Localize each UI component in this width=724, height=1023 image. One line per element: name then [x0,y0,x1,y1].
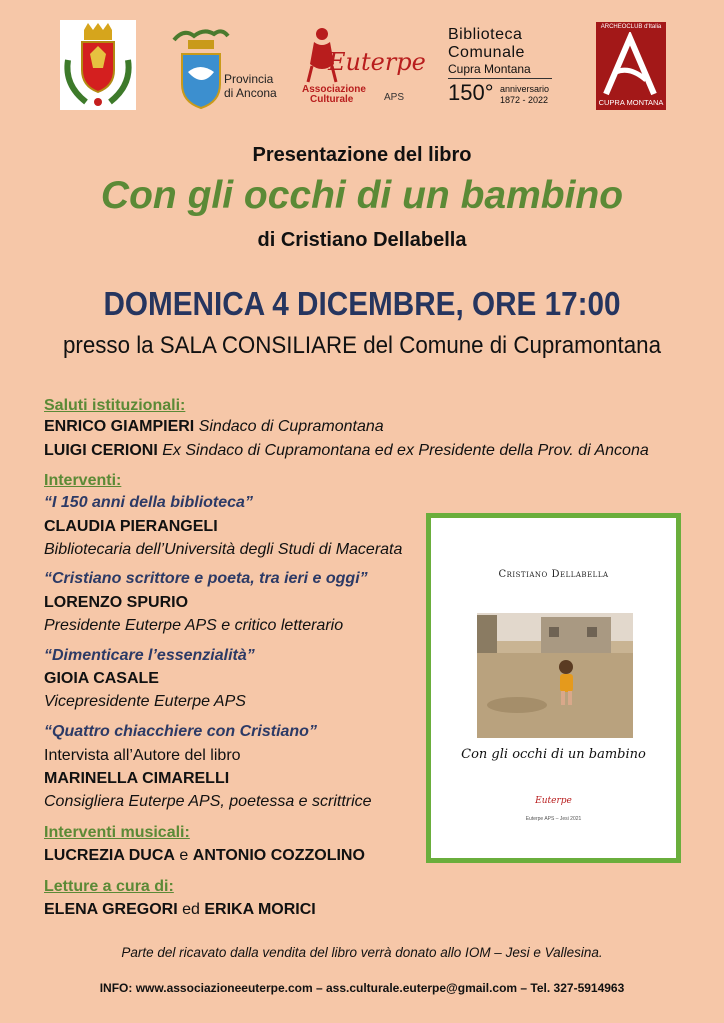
archeoclub-top: ARCHEOCLUB d'Italia [600,24,662,30]
speaker-name: LUIGI CERIONI [44,442,158,459]
footer-note: Parte del ricavato dalla vendita del libro verrà donato allo IOM – Jesi e Vallesina. [121,945,603,960]
euterpe-logo [302,26,426,112]
speaker-role: Ex Sindaco di Cupramontana ed ex Presidente della Prov. di Ancona [162,442,649,459]
intro-text: Presentazione del libro [252,144,472,166]
book-cover [426,513,681,863]
archeoclub-logo [596,22,666,110]
cover-imprint: Euterpe APS – Jesi 2021 [525,816,582,822]
cover-title: Con gli occhi di un bambino [461,747,646,762]
talk-subtitle: Intervista all’Autore del libro [44,747,241,764]
biblioteca-years: 1872 - 2022 [500,95,549,105]
event-date: DOMENICA 4 DICEMBRE, ORE 17:00 [103,285,621,322]
biblioteca-rule [448,78,552,79]
euterpe-sub1: Associazione [302,84,366,95]
cover-author: Cristiano Dellabella [498,569,609,580]
biblioteca-line3: Cupra Montana [448,62,531,76]
euterpe-sub2: Culturale [310,94,354,105]
letture-label: Letture a cura di: [44,878,174,895]
musicali-row [44,847,365,865]
book-title: Con gli occhi di un bambino [100,174,624,217]
speaker-name: MARINELLA CIMARELLI [44,770,230,787]
saluti-row-1 [44,418,384,436]
biblioteca-line1: Biblioteca [448,26,523,43]
speaker-name: CLAUDIA PIERANGELI [44,518,218,535]
joiner: e [179,847,189,864]
comune-crest-logo [60,20,136,110]
speaker-role: Presidente Euterpe APS e critico letterario [44,617,344,634]
performer-name: LUCREZIA DUCA [44,847,175,864]
talk-title: “Cristiano scrittore e poeta, tra ieri e oggi” [44,570,368,587]
event-venue: presso la SALA CONSILIARE del Comune di Cupramontana [63,332,661,359]
interventi-label: Interventi: [44,472,122,489]
euterpe-name: Euterpe [328,48,426,76]
euterpe-aps: APS [384,92,405,103]
biblioteca-logo [446,26,556,112]
biblioteca-anniversario: anniversario [500,84,550,94]
provincia-label-line1: Provincia [224,72,274,86]
musicali-label: Interventi musicali: [44,824,190,841]
reader-name: ERIKA MORICI [204,901,316,918]
letture-row [44,901,316,919]
logo-bar [0,20,724,115]
speaker-role: Consigliera Euterpe APS, poetessa e scrittrice [44,793,372,810]
provincia-label-line2: di Ancona [224,86,277,100]
performer-name: ANTONIO COZZOLINO [192,847,365,864]
cover-photo [477,613,633,738]
footer-info: INFO: www.associazioneeuterpe.com – ass.culturale.euterpe@gmail.com – Tel. 327-5914963 [99,981,625,995]
talk-title: “Dimenticare l’essenzialità” [44,647,255,664]
speaker-role: Vicepresidente Euterpe APS [44,693,246,710]
speaker-name: GIOIA CASALE [44,670,159,687]
speaker-role: Sindaco di Cupramontana [198,418,384,435]
cover-publisher-logo: Euterpe [535,796,572,806]
speaker-name: LORENZO SPURIO [44,594,189,611]
talk-title: “Quattro chiacchiere con Cristiano” [44,723,317,740]
archeoclub-bottom: CUPRA MONTANA [598,98,664,107]
reader-name: ELENA GREGORI [44,901,178,918]
author-line: di Cristiano Dellabella [257,229,467,251]
biblioteca-line2: Comunale [448,44,525,61]
speaker-name: ENRICO GIAMPIERI [44,418,195,435]
biblioteca-150: 150° [448,80,494,105]
talk-title: “I 150 anni della biblioteca” [44,494,253,511]
speaker-role: Bibliotecaria dell’Università degli Studi di Macerata [44,541,403,558]
provincia-ancona-logo [170,26,280,112]
saluti-row-2 [44,442,649,460]
joiner: ed [182,901,200,918]
saluti-label: Saluti istituzionali: [44,397,186,414]
